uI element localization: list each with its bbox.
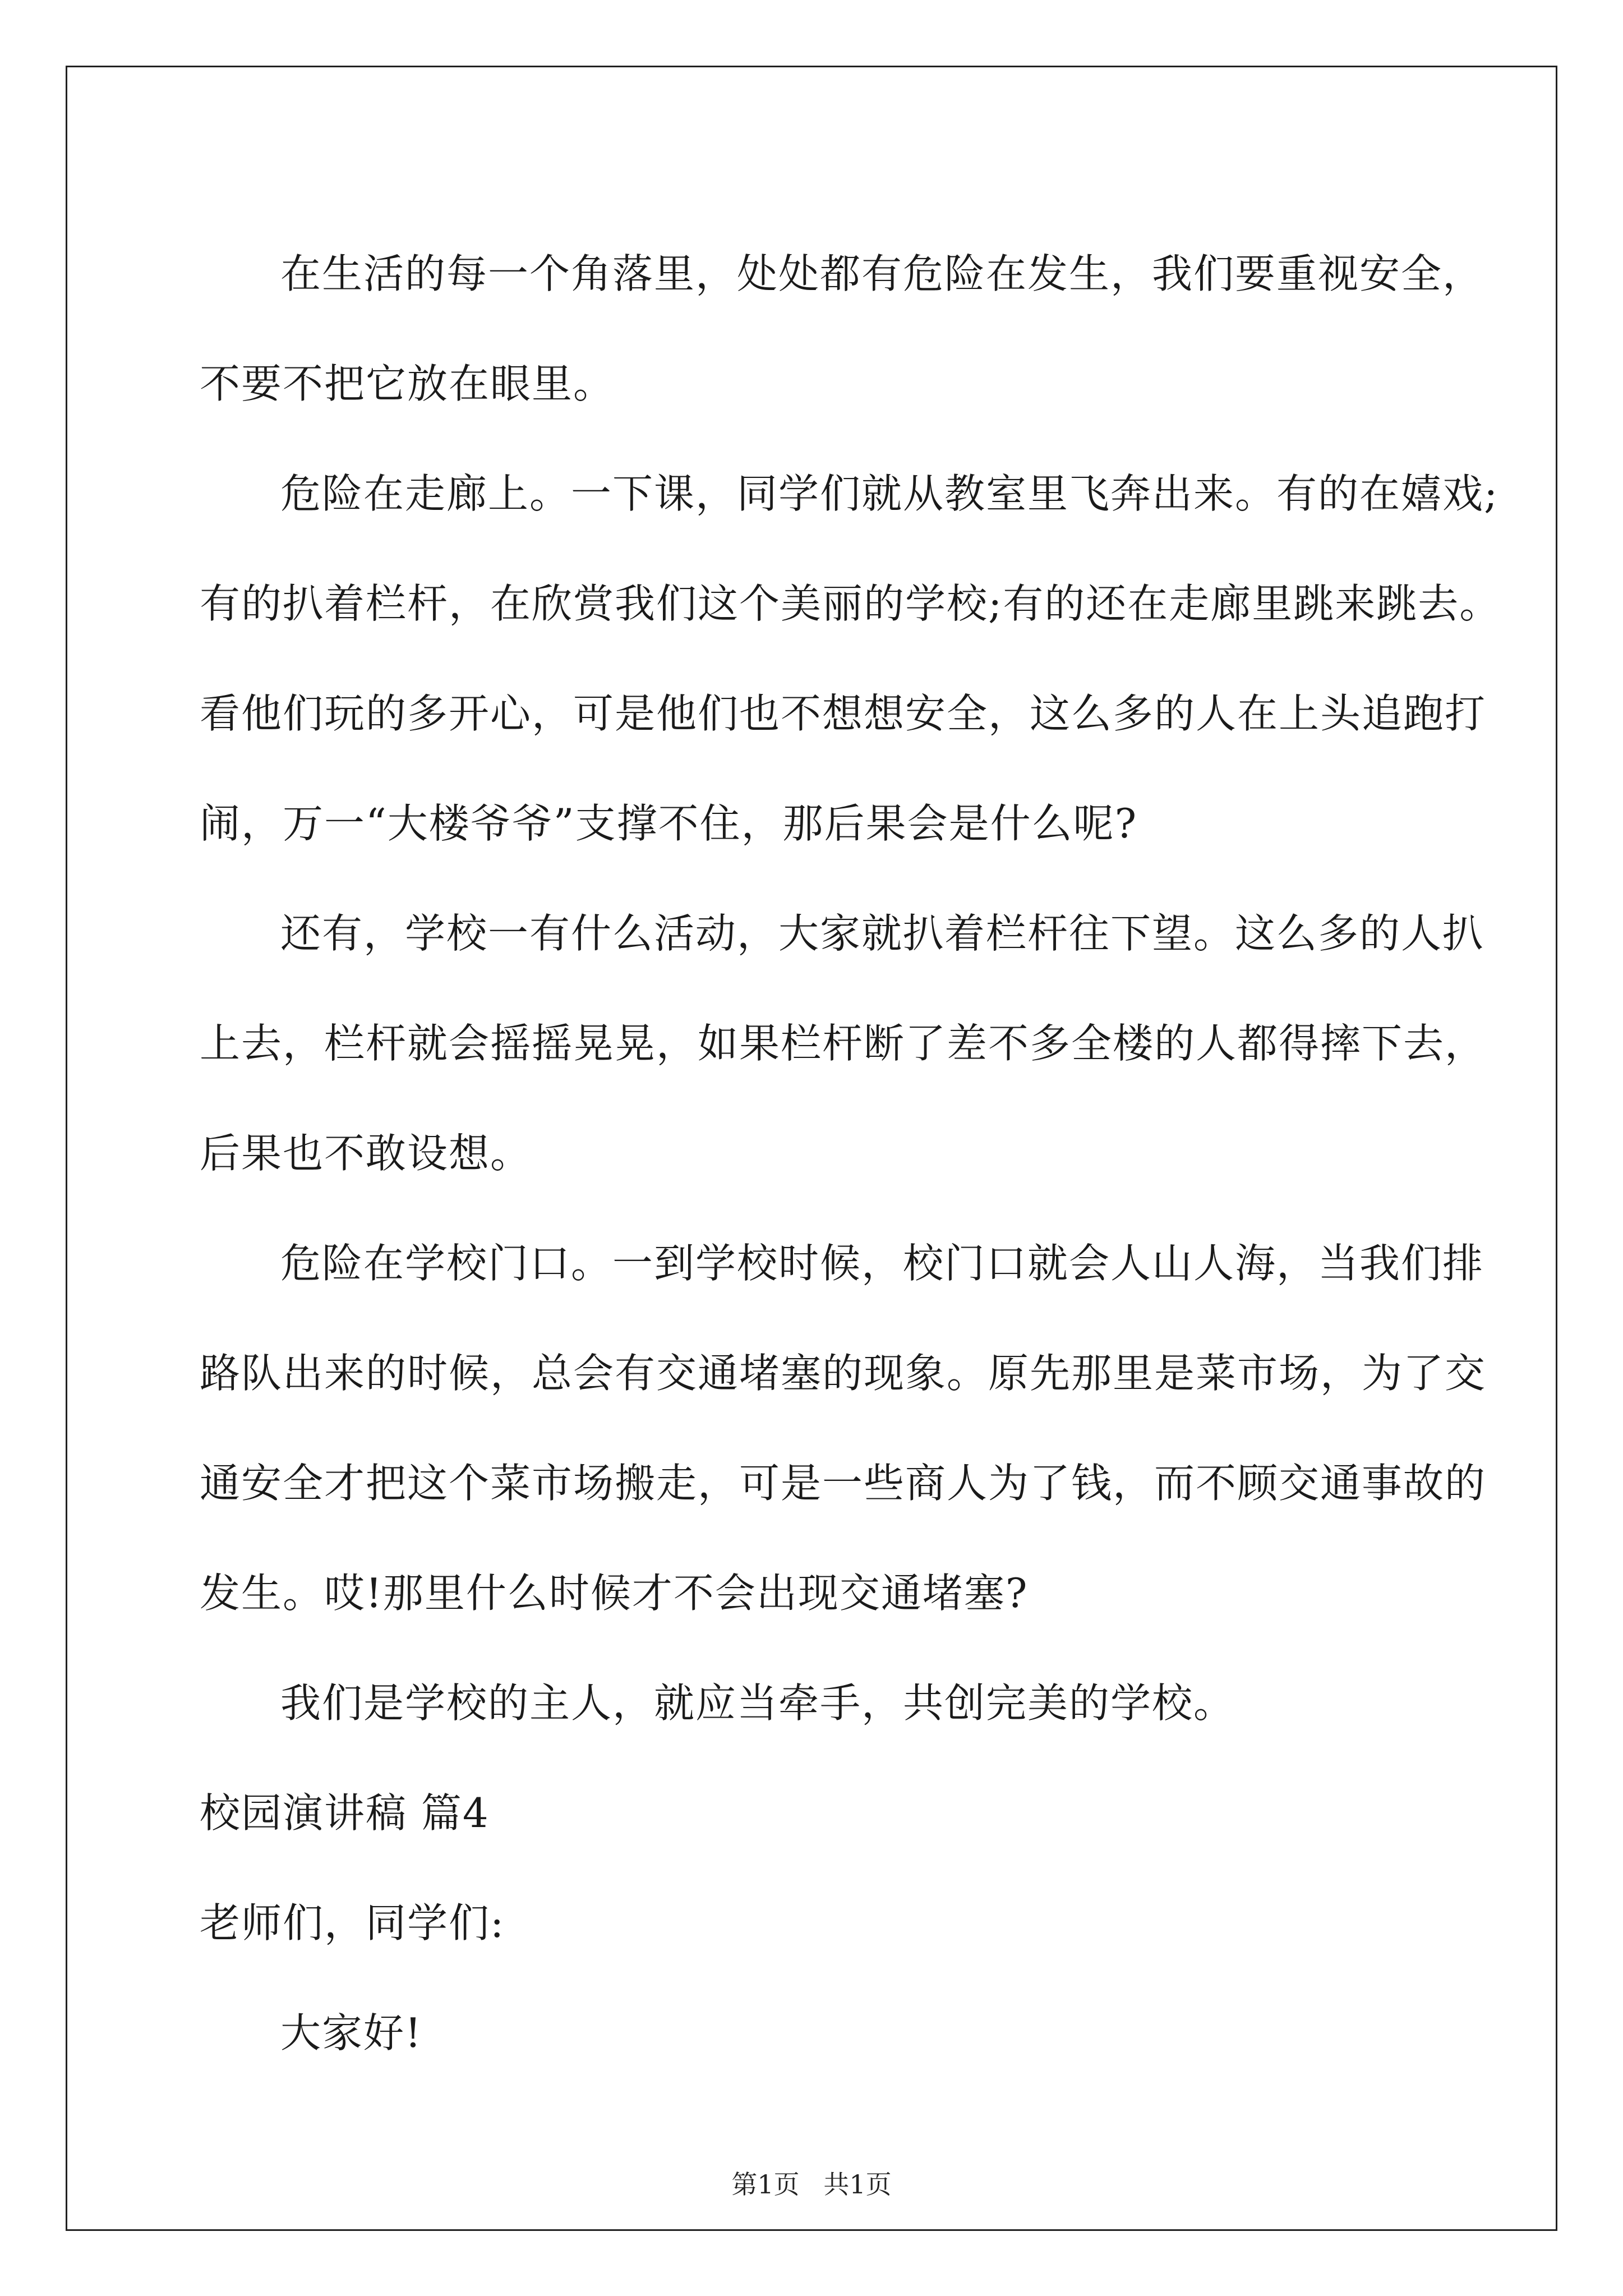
paragraph: 我们是学校的主人，就应当牵手，共创完美的学校。 [280, 1680, 1235, 1727]
greeting: 大家好! [280, 2009, 422, 2056]
paragraph: 还有，学校一有什么活动，大家就扒着栏杆往下望。这么多的人扒上去，栏杆就会摇摇晃晃，如果栏杆断了差不多全楼的人都得摔下去，后果也不敢设想。 [200, 910, 1487, 1177]
page-total: 共1页 [823, 2169, 892, 2200]
document-body [200, 219, 1506, 2088]
salutation: 老师们，同学们: [200, 1899, 505, 1947]
page-number: 第1页 [731, 2169, 800, 2200]
page-footer [0, 2164, 1623, 2201]
paragraph: 危险在学校门口。一到学校时候，校门口就会人山人海，当我们排路队出来的时候，总会有交通堵塞的现象。原先那里是菜市场，为了交通安全才把这个菜市场搬走，可是一些商人为了钱，而不顾交通事故的发生。哎!那里什么时候才不会出现交通堵塞? [200, 1240, 1487, 1617]
section-heading: 校园演讲稿 篇4 [200, 1789, 490, 1837]
paragraph: 危险在走廊上。一下课，同学们就从教室里飞奔出来。有的在嬉戏;有的扒着栏杆，在欣赏我们这个美丽的学校;有的还在走廊里跳来跳去。看他们玩的多开心，可是他们也不想想安全，这么多的人在上头追跑打闹，万一“大楼爷爷”支撑不住，那后果会是什么呢? [200, 470, 1501, 847]
paragraph: 在生活的每一个角落里，处处都有危险在发生，我们要重视安全，不要不把它放在眼里。 [200, 250, 1484, 407]
